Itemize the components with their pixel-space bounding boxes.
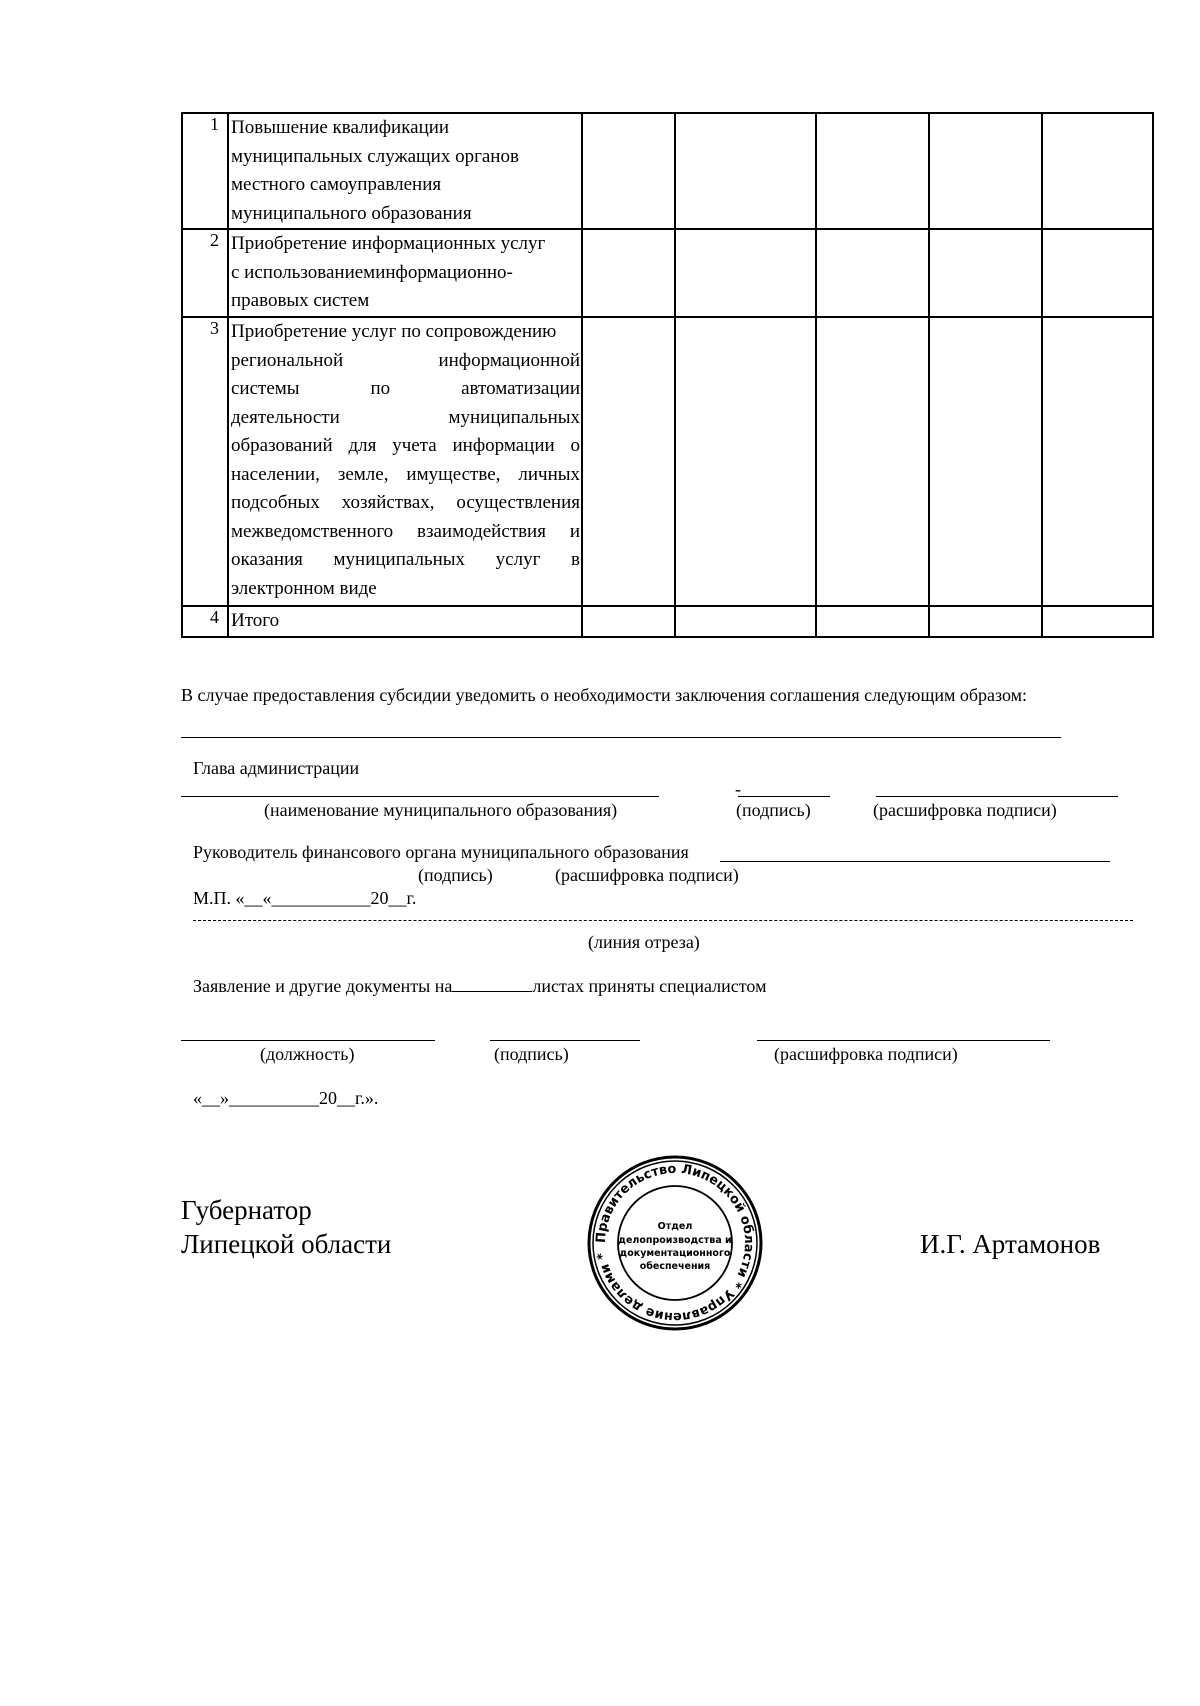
- seal-center-line: делопроизводства и: [618, 1235, 732, 1246]
- row-description: [228, 317, 582, 606]
- received-date-line: «__»__________20__г.».: [193, 1088, 379, 1108]
- cut-dashed-line: [193, 920, 1133, 921]
- empty-cell: [929, 229, 1042, 317]
- desc-line: региональной информационной: [231, 349, 580, 371]
- seal-ring-text: Правительство Липецкой области * Управление делами *: [593, 1161, 757, 1325]
- desc-line: деятельности муниципальных: [231, 406, 580, 428]
- decoding-line: [876, 796, 1118, 797]
- empty-cell: [675, 317, 816, 606]
- position-line: [181, 1040, 435, 1041]
- budget-table: [181, 112, 1154, 638]
- finance-fill-line: [720, 861, 1110, 862]
- empty-cell: [929, 606, 1042, 637]
- official-seal-icon: [586, 1154, 764, 1332]
- desc-line: Повышение квалификации: [231, 117, 450, 138]
- empty-cell: [582, 229, 675, 317]
- table-row: [182, 317, 1153, 606]
- seal-center-line: обеспечения: [639, 1261, 711, 1272]
- empty-cell: [675, 229, 816, 317]
- empty-cell: [1042, 229, 1153, 317]
- row-number: 3: [182, 317, 228, 606]
- caption-signature: (подпись): [736, 800, 811, 820]
- desc-line: муниципального образования: [231, 202, 472, 224]
- governor-title-line2: Липецкой области: [181, 1229, 392, 1259]
- signatory-name: И.Г. Артамонов: [920, 1229, 1101, 1259]
- empty-cell: [816, 113, 929, 229]
- caption-municipality: (наименование муниципального образования): [264, 800, 618, 820]
- empty-cell: [816, 317, 929, 606]
- row-description: [228, 113, 582, 229]
- stamp-date-line: М.П. «__«___________20__г.: [193, 888, 417, 908]
- empty-cell: [816, 229, 929, 317]
- received-decoding-line: [757, 1040, 1050, 1041]
- finance-title: Руководитель финансового органа муниципального образования: [193, 842, 689, 862]
- empty-cell: [816, 606, 929, 637]
- table-row: [182, 229, 1153, 317]
- desc-line: Итого: [231, 610, 280, 631]
- sheets-fill-line: [452, 977, 532, 992]
- desc-line: правовых систем: [231, 290, 370, 311]
- received-text-after: листах приняты специалистом: [532, 976, 767, 996]
- empty-cell: [929, 113, 1042, 229]
- dash-mark: -: [735, 779, 741, 799]
- empty-cell: [675, 113, 816, 229]
- caption-position: (должность): [260, 1044, 355, 1064]
- desc-line: электронном виде: [231, 577, 377, 599]
- received-caption-signature: (подпись): [494, 1044, 569, 1064]
- empty-cell: [1042, 113, 1153, 229]
- governor-title-line1: Губернатор: [181, 1195, 312, 1225]
- notice-text: В случае предоставления субсидии уведомить о необходимости заключения соглашения следующим образом:: [181, 685, 1028, 705]
- signature-line: [738, 796, 830, 797]
- empty-cell: [675, 606, 816, 637]
- desc-line: оказания муниципальных услуг в: [231, 549, 580, 570]
- empty-cell: [929, 317, 1042, 606]
- row-number: 4: [182, 606, 228, 637]
- table-row: [182, 606, 1153, 637]
- row-number: 2: [182, 229, 228, 317]
- received-caption-decoding: (расшифровка подписи): [774, 1044, 958, 1064]
- seal-center-line: Отдел: [657, 1221, 693, 1232]
- head-title: Глава администрации: [193, 758, 360, 778]
- seal-center-line: документационного: [619, 1248, 731, 1259]
- desc-line: с использованиеминформационно-: [231, 261, 513, 283]
- empty-cell: [1042, 606, 1153, 637]
- empty-cell: [582, 606, 675, 637]
- received-text-before: Заявление и другие документы на: [193, 976, 453, 996]
- desc-line: системы по автоматизации: [231, 378, 580, 399]
- caption-decoding: (расшифровка подписи): [873, 800, 1057, 820]
- municipality-line: [181, 796, 659, 797]
- received-text: [193, 976, 766, 997]
- empty-cell: [582, 317, 675, 606]
- desc-line: населении, земле, имуществе, личных: [231, 463, 580, 485]
- received-signature-line: [490, 1040, 640, 1041]
- empty-cell: [1042, 317, 1153, 606]
- desc-line: местного самоуправления: [231, 174, 442, 195]
- desc-line: муниципальных служащих органов: [231, 145, 519, 167]
- row-description: [228, 606, 582, 637]
- notice-fill-line: [181, 737, 1061, 738]
- finance-caption-decoding: (расшифровка подписи): [555, 865, 739, 885]
- table-row: [182, 113, 1153, 229]
- row-description: [228, 229, 582, 317]
- cut-line-caption: (линия отреза): [588, 932, 700, 952]
- row-number: 1: [182, 113, 228, 229]
- desc-line: образований для учета информации о: [231, 435, 580, 456]
- empty-cell: [582, 113, 675, 229]
- desc-line: Приобретение информационных услуг: [231, 233, 546, 254]
- desc-line: подсобных хозяйствах, осуществления: [231, 492, 580, 513]
- finance-caption-signature: (подпись): [418, 865, 493, 885]
- desc-line: межведомственного взаимодействия и: [231, 520, 580, 542]
- desc-line: Приобретение услуг по сопровождению: [231, 321, 557, 342]
